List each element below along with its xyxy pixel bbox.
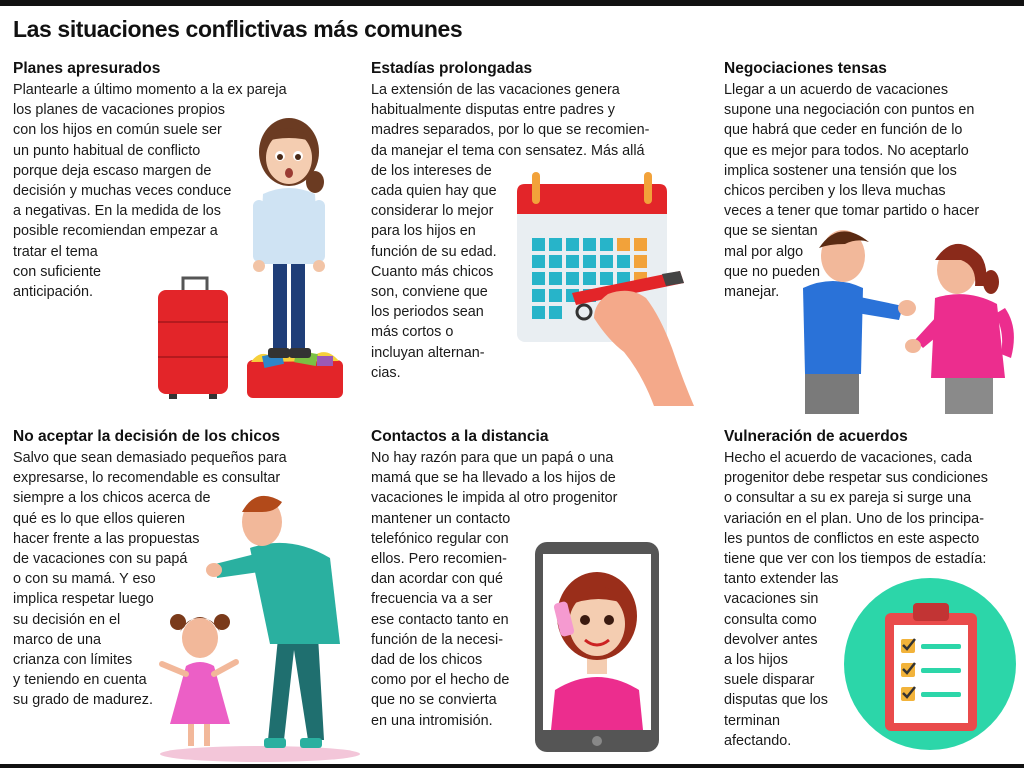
body-line: No hay razón para que un papá o una [371, 450, 614, 466]
body-line: posible recomiendan empezar a [13, 223, 218, 240]
body-line: progenitor debe respetar sus condiciones [724, 470, 988, 487]
body-line: vacaciones sin [724, 591, 819, 608]
body-line: habitualmente disputas entre padres y [371, 102, 615, 119]
body-line: tiene que ver con los tiempos de estadía: [724, 551, 987, 568]
body-line: tratar el tema [13, 243, 98, 260]
body-line: expresarse, lo recomendable es consultar [13, 470, 281, 487]
checklist-illustration [843, 577, 1017, 751]
body-line: crianza con límites [13, 652, 133, 669]
body-line: más cortos o [371, 324, 454, 341]
body-line: consulta como [724, 611, 817, 628]
body-line: de los intereses de [371, 162, 492, 179]
body-line: terminan [724, 712, 780, 729]
body-line: su decisión en el [13, 611, 121, 628]
body-line: Plantearle a último momento a la ex pareja [13, 82, 287, 98]
body-line: porque deja escaso margen de [13, 162, 212, 179]
top-border-bar [0, 0, 1024, 6]
body-line: afectando. [724, 732, 792, 749]
body-line: vacaciones le impida al otro progenitor [371, 490, 618, 507]
woman-figure [905, 244, 1014, 414]
body-line: como por el hecho de [371, 672, 510, 689]
body-line: cias. [371, 364, 401, 381]
body-line: con los hijos en común suele ser [13, 122, 222, 139]
body-line: su grado de madurez. [13, 692, 153, 709]
body-line: decisión y muchas veces conduce [13, 183, 232, 200]
phone-call-illustration [533, 540, 661, 755]
section-heading: Negociaciones tensas [724, 60, 887, 77]
body-line: un punto habitual de conflicto [13, 142, 201, 159]
body-line: ese contacto tanto en [371, 611, 509, 628]
body-line: o consultar a su ex pareja si surge una [724, 490, 972, 507]
section-heading: Planes apresurados [13, 60, 161, 77]
body-line: dad de los chicos [371, 652, 483, 669]
body-line: les puntos de conflictos en este aspecto [724, 530, 980, 547]
body-line: madres separados, por lo que se recomien- [371, 122, 650, 139]
body-line: variación en el plan. Uno de los principa- [724, 510, 984, 527]
body-line: que es mejor para todos. No aceptarlo [724, 142, 969, 159]
body-line: suele disparar [724, 672, 815, 689]
body-line: mantener un contacto [371, 510, 511, 527]
body-line: La extensión de las vacaciones genera [371, 82, 620, 98]
body-line: disputas que los [724, 692, 829, 709]
body-line: manejar. [724, 284, 780, 301]
body-line: supone una negociación con puntos en [724, 102, 975, 119]
woman-suitcase-illustration [155, 112, 355, 402]
body-line: de vacaciones con su papá [13, 551, 188, 568]
body-line: que se sientan [724, 223, 818, 240]
body-line: frecuencia va a ser [371, 591, 493, 608]
calendar-illustration [512, 168, 697, 408]
body-line: da manejar el tema con sensatez. Más allá [371, 142, 645, 159]
body-line: implica sostener una tensión que los [724, 162, 957, 179]
section-heading: Vulneración de acuerdos [724, 428, 908, 445]
body-line: anticipación. [13, 284, 93, 301]
arguing-couple-illustration [795, 218, 1023, 418]
body-line: veces a tener que tomar partido o hacer [724, 203, 980, 220]
body-line: que habrá que ceder en función de lo [724, 122, 963, 139]
body-line: mal por algo [724, 243, 804, 260]
body-line: a negativas. En la medida de los [13, 203, 221, 220]
clipboard-icon [885, 603, 977, 731]
body-line: cada quien hay que [371, 183, 497, 200]
body-line: función de la necesi- [371, 631, 503, 648]
body-line: implica respetar luego [13, 591, 154, 608]
body-line: para los hijos en [371, 223, 476, 240]
red-suitcase-icon [158, 278, 228, 399]
father-daughter-illustration [150, 488, 365, 763]
body-line: son, conviene que [371, 284, 488, 301]
body-line: que no se convierta [371, 692, 497, 709]
body-line: o con su mamá. Y eso [13, 571, 156, 588]
body-line: Salvo que sean demasiado pequeños para [13, 450, 287, 466]
bottom-border-bar [0, 764, 1024, 768]
body-line: los periodos sean [371, 304, 484, 321]
body-line: devolver antes [724, 631, 818, 648]
girl-figure [162, 614, 236, 746]
page-title: Las situaciones conflictivas más comunes [13, 16, 463, 42]
body-line: función de su edad. [371, 243, 497, 260]
body-line: chicos perciben y los lleva muchas [724, 183, 946, 200]
section-heading: Contactos a la distancia [371, 428, 549, 445]
man-figure [803, 230, 916, 414]
section-heading: No aceptar la decisión de los chicos [13, 428, 281, 445]
body-line: qué es lo que ellos quieren [13, 510, 186, 527]
body-line: Llegar a un acuerdo de vacaciones [724, 82, 949, 98]
body-line: incluyan alternan- [371, 344, 485, 361]
body-line: los planes de vacaciones propios [13, 102, 225, 119]
body-line: que no pueden [724, 263, 821, 280]
body-line: dan acordar con qué [371, 571, 504, 588]
body-line: considerar lo mejor [371, 203, 494, 220]
body-line: Hecho el acuerdo de vacaciones, cada [724, 450, 972, 466]
body-line: y teniendo en cuenta [13, 672, 147, 689]
body-line: marco de una [13, 631, 101, 648]
body-line: siempre a los chicos acerca de [13, 490, 211, 507]
body-line: ellos. Pero recomien- [371, 551, 507, 568]
body-line: mamá que se ha llevado a los hijos de [371, 470, 616, 487]
body-line: tanto extender las [724, 571, 839, 588]
body-line: Cuanto más chicos [371, 263, 494, 280]
body-line: a los hijos [724, 652, 788, 669]
body-line: telefónico regular con [371, 530, 509, 547]
body-line: en una intromisión. [371, 712, 493, 729]
section-heading: Estadías prolongadas [371, 60, 533, 77]
body-line: con suficiente [13, 263, 101, 280]
body-line: hacer frente a las propuestas [13, 530, 200, 547]
